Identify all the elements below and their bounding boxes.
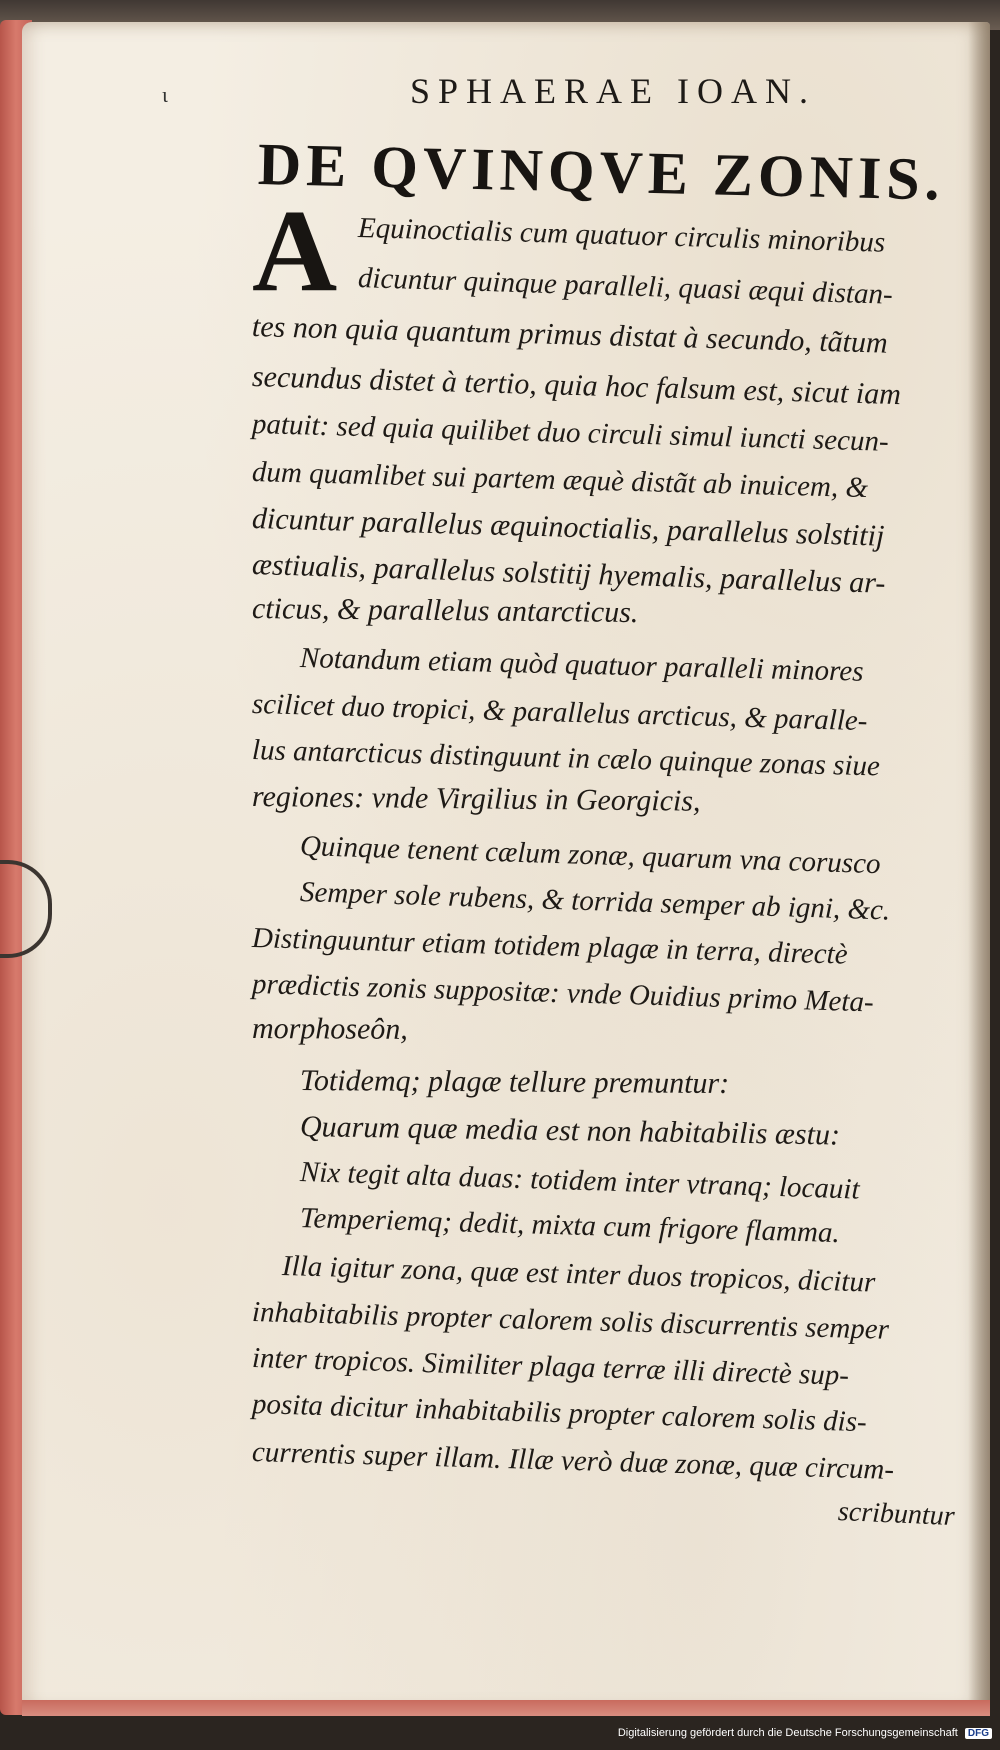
- text-line: Nix tegit alta duas: totidem inter vtranq; locauit: [299, 1156, 861, 1206]
- text-line: Quarum quæ media est non habitabilis æstu:: [299, 1110, 841, 1152]
- text-line: posita dicitur inhabitabilis propter calorem solis dis-: [251, 1388, 868, 1439]
- text-line: Equinoctialis cum quatuor circulis minoribus: [357, 212, 886, 259]
- text-line: dicuntur quinque paralleli, quasi æqui distan-: [357, 262, 894, 311]
- drop-cap: A: [252, 185, 338, 316]
- text-line: inter tropicos. Similiter plaga terræ illi directè sup-: [251, 1342, 850, 1392]
- text-line: Temperiemq; dedit, mixta cum frigore flamma.: [299, 1202, 841, 1250]
- text-line: scilicet duo tropici, & parallelus arcticus, & paralle-: [251, 688, 868, 738]
- digitization-footer: [618, 1727, 992, 1739]
- text-line: Notandum etiam quòd quatuor paralleli minores: [299, 642, 864, 688]
- text-line: dum quamlibet sui partem æquè distãt ab inuicem, &: [251, 456, 869, 505]
- text-line: Distinguuntur etiam totidem plagæ in terra, directè: [251, 922, 849, 971]
- text-line: currentis super illam. Illæ verò duæ zonæ, quæ circum-: [251, 1436, 895, 1486]
- catchword: scribuntur: [837, 1496, 956, 1533]
- footer-credit: Digitalisierung gefördert durch die Deutsche Forschungsgemeinschaft: [617, 1727, 958, 1739]
- text-line: Quinque tenent cælum zonæ, quarum vna corusco: [299, 830, 881, 881]
- text-line: lus antarcticus distinguunt in cælo quinque zonas siue: [251, 734, 881, 783]
- text-line: Semper sole rubens, & torrida semper ab igni, &c.: [299, 876, 891, 927]
- text-line: Totidemq; plagæ tellure premuntur:: [299, 1064, 730, 1100]
- text-line: dicuntur parallelus æquinoctialis, parallelus solstitij: [251, 502, 885, 553]
- running-head: SPHAERAE IOAN.: [410, 71, 817, 111]
- margin-mark: ι: [162, 82, 168, 107]
- text-line: inhabitabilis propter calorem solis discurrentis semper: [251, 1296, 890, 1346]
- text-line: regiones: vnde Virgilius in Georgicis,: [251, 780, 701, 818]
- text-line: morphoseôn,: [251, 1012, 408, 1046]
- text-line: prædictis zonis suppositæ: vnde Ouidius primo Meta-: [251, 968, 875, 1019]
- chapter-title: DE QVINQVE ZONIS.: [257, 131, 946, 213]
- text-line: secundus distet à tertio, quia hoc falsum est, sicut iam: [251, 360, 902, 412]
- text-line: patuit: sed quia quilibet duo circuli simul iuncti secun-: [251, 408, 890, 458]
- dfg-logo: DFG: [965, 1728, 992, 1739]
- text-line: cticus, & parallelus antarcticus.: [251, 592, 639, 630]
- text-line: tes non quia quantum primus distat à secundo, tãtum: [251, 310, 889, 360]
- text-line: æstiualis, parallelus solstitij hyemalis, parallelus ar-: [251, 548, 886, 600]
- text-line: Illa igitur zona, quæ est inter duos tropicos, dicitur: [281, 1250, 876, 1299]
